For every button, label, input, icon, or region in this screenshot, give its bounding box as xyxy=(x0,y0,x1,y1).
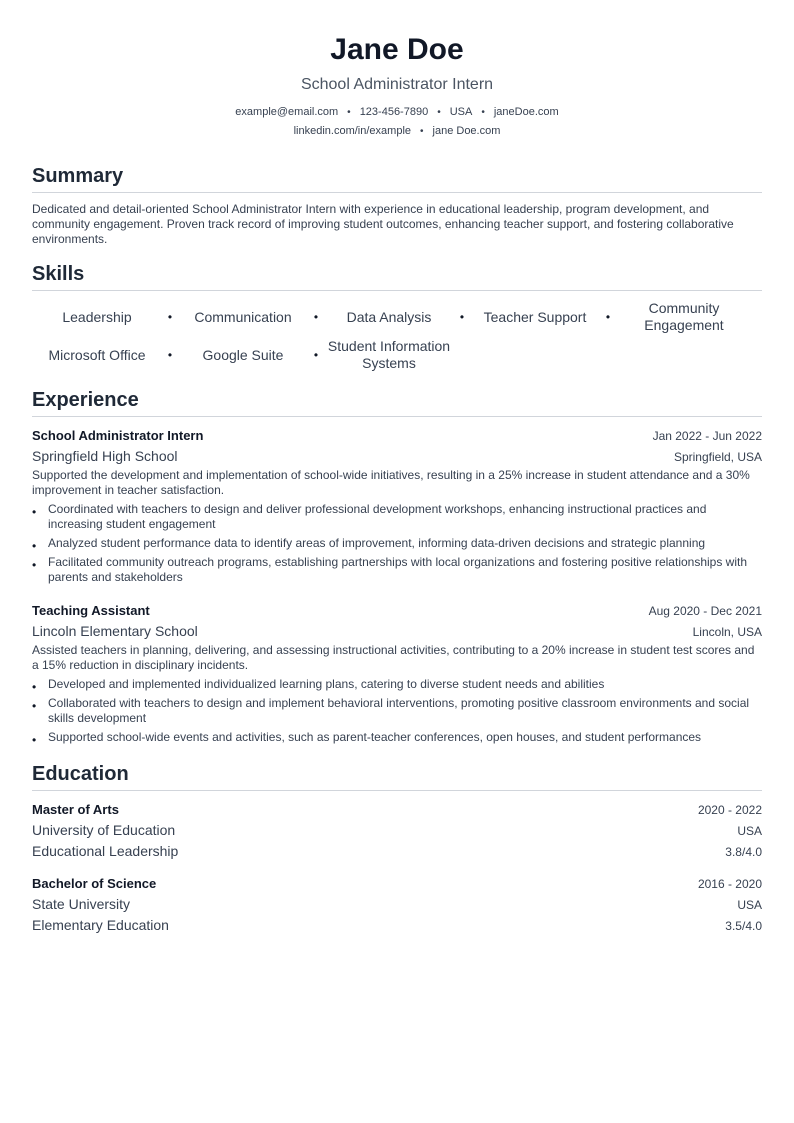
school-name: University of Education xyxy=(32,822,176,838)
edu-dates: 2020 - 2022 xyxy=(697,803,762,817)
bullet-text: Collaborated with teachers to design and implement behavioral interventions, promoting positive classroom environments and social skills development xyxy=(48,696,750,725)
bullet-item xyxy=(32,502,762,532)
field-of-study: Elementary Education xyxy=(32,917,169,933)
job-location: Lincoln, USA xyxy=(692,625,762,639)
skill-item: Microsoft Office xyxy=(48,346,146,363)
bullet-icon: • xyxy=(32,699,37,713)
bullet-item xyxy=(32,555,762,585)
job-description: Supported the development and implementation of school-wide initiatives, resulting in a 25% increase in student attendance and a 30% improvement in teacher satisfaction. xyxy=(32,468,750,497)
bullet-text: Facilitated community outreach programs, establishing partnerships with local organizations and fostering positive relationships with parents and stakeholders xyxy=(48,555,748,584)
bullet-text: Coordinated with teachers to design and deliver professional development workshops, enhancing instructional practices and increasing student engagement xyxy=(48,502,707,531)
bullet-item xyxy=(32,536,762,551)
email-link[interactable]: example@email.com xyxy=(235,106,339,118)
education-heading: Education xyxy=(32,761,762,791)
experience-section xyxy=(32,387,762,745)
bullet-text: Developed and implemented individualized learning plans, catering to diverse student needs and abilities xyxy=(48,677,605,691)
bullet-item xyxy=(32,730,762,745)
location: USA xyxy=(449,106,473,118)
degree-name: Bachelor of Science xyxy=(32,876,157,891)
employer-name: Springfield High School xyxy=(32,448,178,464)
bullet-text: Analyzed student performance data to identify areas of improvement, informing data-driven decisions and strategic planning xyxy=(48,536,706,550)
entry-org-row xyxy=(32,621,762,642)
summary-text: Dedicated and detail-oriented School Administrator Intern with experience in educational leadership, program development, and community engagement. Proven track record of improving student outcomes, enhancing teacher support, and fostering collaborative environments. xyxy=(32,202,734,246)
job-bullets xyxy=(32,502,762,585)
contact-row-1 xyxy=(32,103,762,122)
skills-section xyxy=(32,261,762,373)
contact-info xyxy=(32,103,762,141)
skill-separator: • xyxy=(313,348,319,362)
education-section xyxy=(32,761,762,936)
gpa: 3.5/4.0 xyxy=(725,919,762,933)
skill-item: Community Engagement xyxy=(644,300,724,333)
bullet-icon: • xyxy=(32,680,37,694)
education-entry xyxy=(32,800,762,862)
job-description: Assisted teachers in planning, delivering, and assessing instructional activities, contributing to a 20% increase in student test scores and a 15% reduction in disciplinary incidents. xyxy=(32,643,755,672)
skills-grid xyxy=(32,297,762,373)
skill-separator: • xyxy=(167,310,173,324)
experience-heading: Experience xyxy=(32,387,762,417)
skill-separator: • xyxy=(167,348,173,362)
bullet-text: Supported school-wide events and activities, such as parent-teacher conferences, open houses, and student performances xyxy=(48,730,702,744)
portfolio-link[interactable]: jane Doe.com xyxy=(432,125,501,137)
phone-number: 123-456-7890 xyxy=(359,106,429,118)
bullet-icon: • xyxy=(32,505,37,519)
skill-separator: • xyxy=(605,310,611,324)
job-dates: Jan 2022 - Jun 2022 xyxy=(652,429,762,443)
edu-school-row xyxy=(32,820,762,841)
job-bullets xyxy=(32,677,762,745)
edu-school-row xyxy=(32,894,762,915)
skills-heading: Skills xyxy=(32,261,762,291)
field-of-study: Educational Leadership xyxy=(32,843,179,859)
job-title: School Administrator Intern xyxy=(32,428,204,443)
skill-separator: • xyxy=(459,310,465,324)
contact-separator: • xyxy=(481,107,485,118)
skill-separator: • xyxy=(313,310,319,324)
skills-row-1 xyxy=(32,297,762,337)
contact-separator: • xyxy=(437,107,441,118)
skill-item: Data Analysis xyxy=(346,308,432,325)
job-dates: Aug 2020 - Dec 2021 xyxy=(648,604,762,618)
contact-row-2 xyxy=(32,122,762,141)
employer-name: Lincoln Elementary School xyxy=(32,623,198,639)
edu-degree-row xyxy=(32,800,762,820)
skill-item: Google Suite xyxy=(202,346,284,363)
skill-item: Teacher Support xyxy=(483,308,587,325)
summary-section xyxy=(32,163,762,247)
entry-title-row xyxy=(32,426,762,446)
degree-name: Master of Arts xyxy=(32,802,119,817)
bullet-icon: • xyxy=(32,733,37,747)
bullet-item xyxy=(32,696,762,726)
bullet-icon: • xyxy=(32,558,37,572)
entry-title-row xyxy=(32,601,762,621)
gpa: 3.8/4.0 xyxy=(725,845,762,859)
candidate-name: Jane Doe xyxy=(330,33,464,66)
bullet-icon: • xyxy=(32,539,37,553)
experience-entry xyxy=(32,426,762,585)
summary-heading: Summary xyxy=(32,163,762,193)
resume-header xyxy=(32,0,762,141)
edu-dates: 2016 - 2020 xyxy=(697,877,762,891)
skill-item: Communication xyxy=(194,308,292,325)
edu-field-row xyxy=(32,915,762,936)
bullet-item xyxy=(32,677,762,692)
edu-field-row xyxy=(32,841,762,862)
skill-item: Leadership xyxy=(62,308,132,325)
linkedin-link[interactable]: linkedin.com/in/example xyxy=(293,125,411,137)
skill-item: Student Information Systems xyxy=(327,338,451,371)
school-name: State University xyxy=(32,896,131,912)
education-entry xyxy=(32,874,762,936)
candidate-role: School Administrator Intern xyxy=(300,76,494,93)
skills-row-2 xyxy=(32,337,762,373)
school-location: USA xyxy=(737,824,762,838)
experience-entry xyxy=(32,601,762,745)
school-location: USA xyxy=(737,898,762,912)
website-link[interactable]: janeDoe.com xyxy=(493,106,559,118)
job-location: Springfield, USA xyxy=(673,450,762,464)
entry-org-row xyxy=(32,446,762,467)
contact-separator: • xyxy=(420,126,424,137)
job-title: Teaching Assistant xyxy=(32,603,150,618)
edu-degree-row xyxy=(32,874,762,894)
contact-separator: • xyxy=(347,107,351,118)
